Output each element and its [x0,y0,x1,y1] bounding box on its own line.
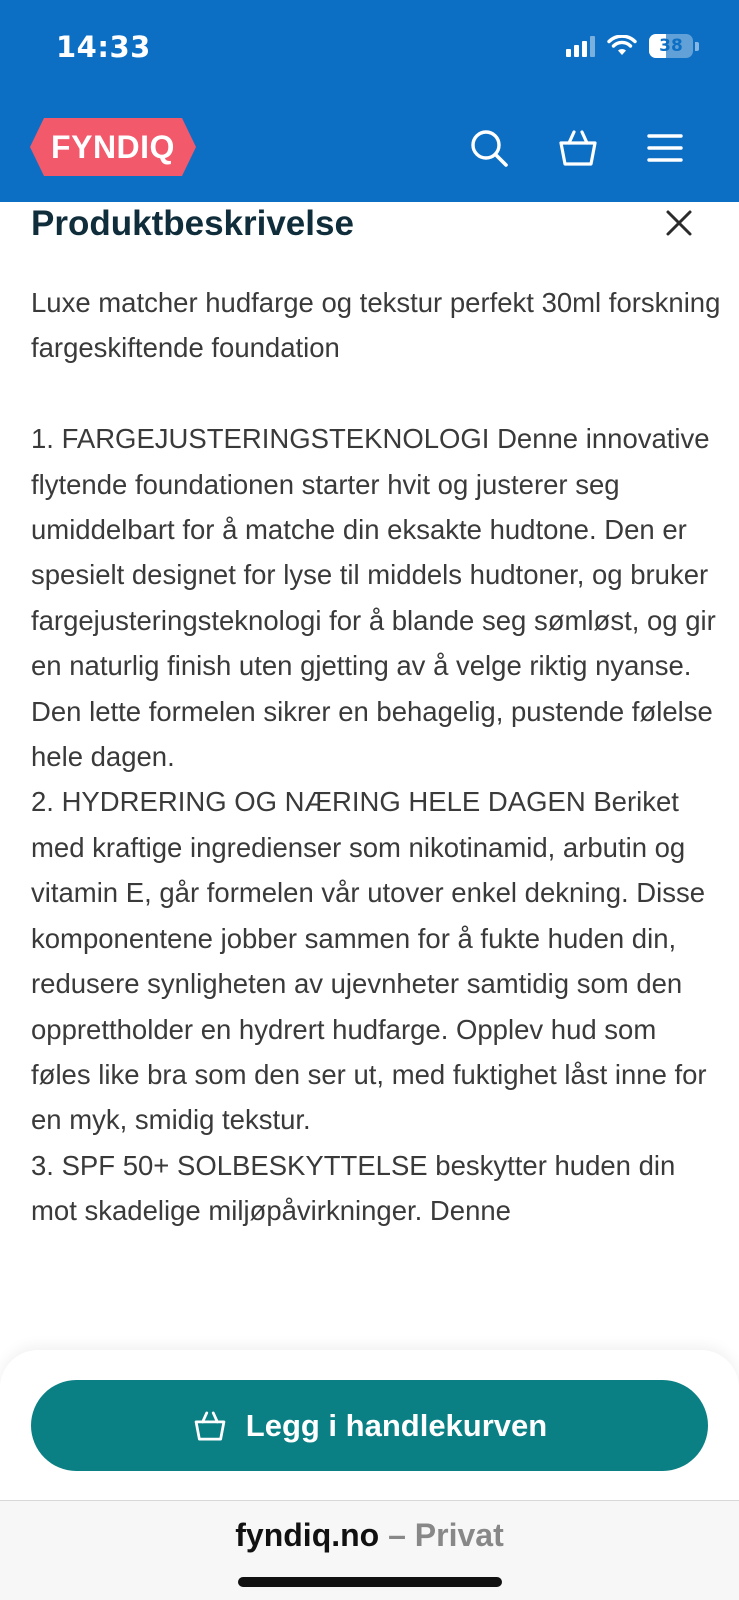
wifi-icon [607,35,637,57]
cellular-signal-icon [566,35,595,57]
product-description-sheet[interactable] [0,202,739,1350]
browsing-mode: Privat [414,1517,504,1553]
basket-icon [192,1408,228,1444]
battery-level: 38 [659,36,683,56]
fyndiq-logo[interactable] [30,118,196,176]
cart-icon [556,126,600,170]
status-icons [566,34,699,58]
search-icon [467,126,511,170]
cart-button[interactable] [556,126,600,170]
url-domain: fyndiq.no [235,1517,380,1553]
home-indicator[interactable] [238,1577,502,1587]
add-to-cart-button[interactable] [31,1380,708,1471]
url-display[interactable] [0,1517,739,1554]
search-button[interactable] [467,126,511,170]
sheet-title: Produktbeskrivelse [31,204,354,243]
browser-address-bar[interactable] [0,1500,739,1600]
app-header [0,96,739,202]
battery-icon [649,34,699,58]
scroll-fade [0,1302,739,1350]
close-icon [662,206,696,240]
add-to-cart-label: Legg i handlekurven [245,1407,548,1443]
status-time: 14:33 [56,30,151,64]
logo-text: FYNDIQ [51,129,175,165]
status-bar [0,0,739,96]
close-button[interactable] [662,206,696,240]
add-to-cart-panel [0,1350,739,1500]
url-separator: – [388,1517,406,1553]
product-description-text: Luxe matcher hudfarge og tekstur perfekt 30ml forskning fargeskiftende foundation 1. FARGEJUSTERINGSTEKNOLOGI Denne innovative flytende foundationen starter hvit og justerer seg umiddelbart for å matche din eksakte hudtone. Den er spesielt designet for lyse til middels hudtoner, og bruker fargejusteringsteknologi for å blande seg sømløst, og gir en naturlig finish uten gjetting av å velge riktig nyanse. Den lette formelen sikrer en behagelig, pustende følelse hele dagen. 2. HYDRERING OG NÆRING HELE DAGEN Beriket med kraftige ingredienser som nikotinamid, arbutin og vitamin E, går formelen vår utover enkel dekning. Disse komponentene jobber sammen for å fukte huden din, redusere synligheten av ujevnheter samtidig som den opprettholder en hydrert hudfarge. Opplev hud som føles like bra som den ser ut, med fuktighet låst inne for en myk, smidig tekstur. 3. SPF 50+ SOLBESKYTTELSE beskytter huden din mot skadelige miljøpåvirkninger. Denne [31,287,721,1227]
menu-button[interactable] [643,126,687,170]
menu-icon [643,126,687,170]
